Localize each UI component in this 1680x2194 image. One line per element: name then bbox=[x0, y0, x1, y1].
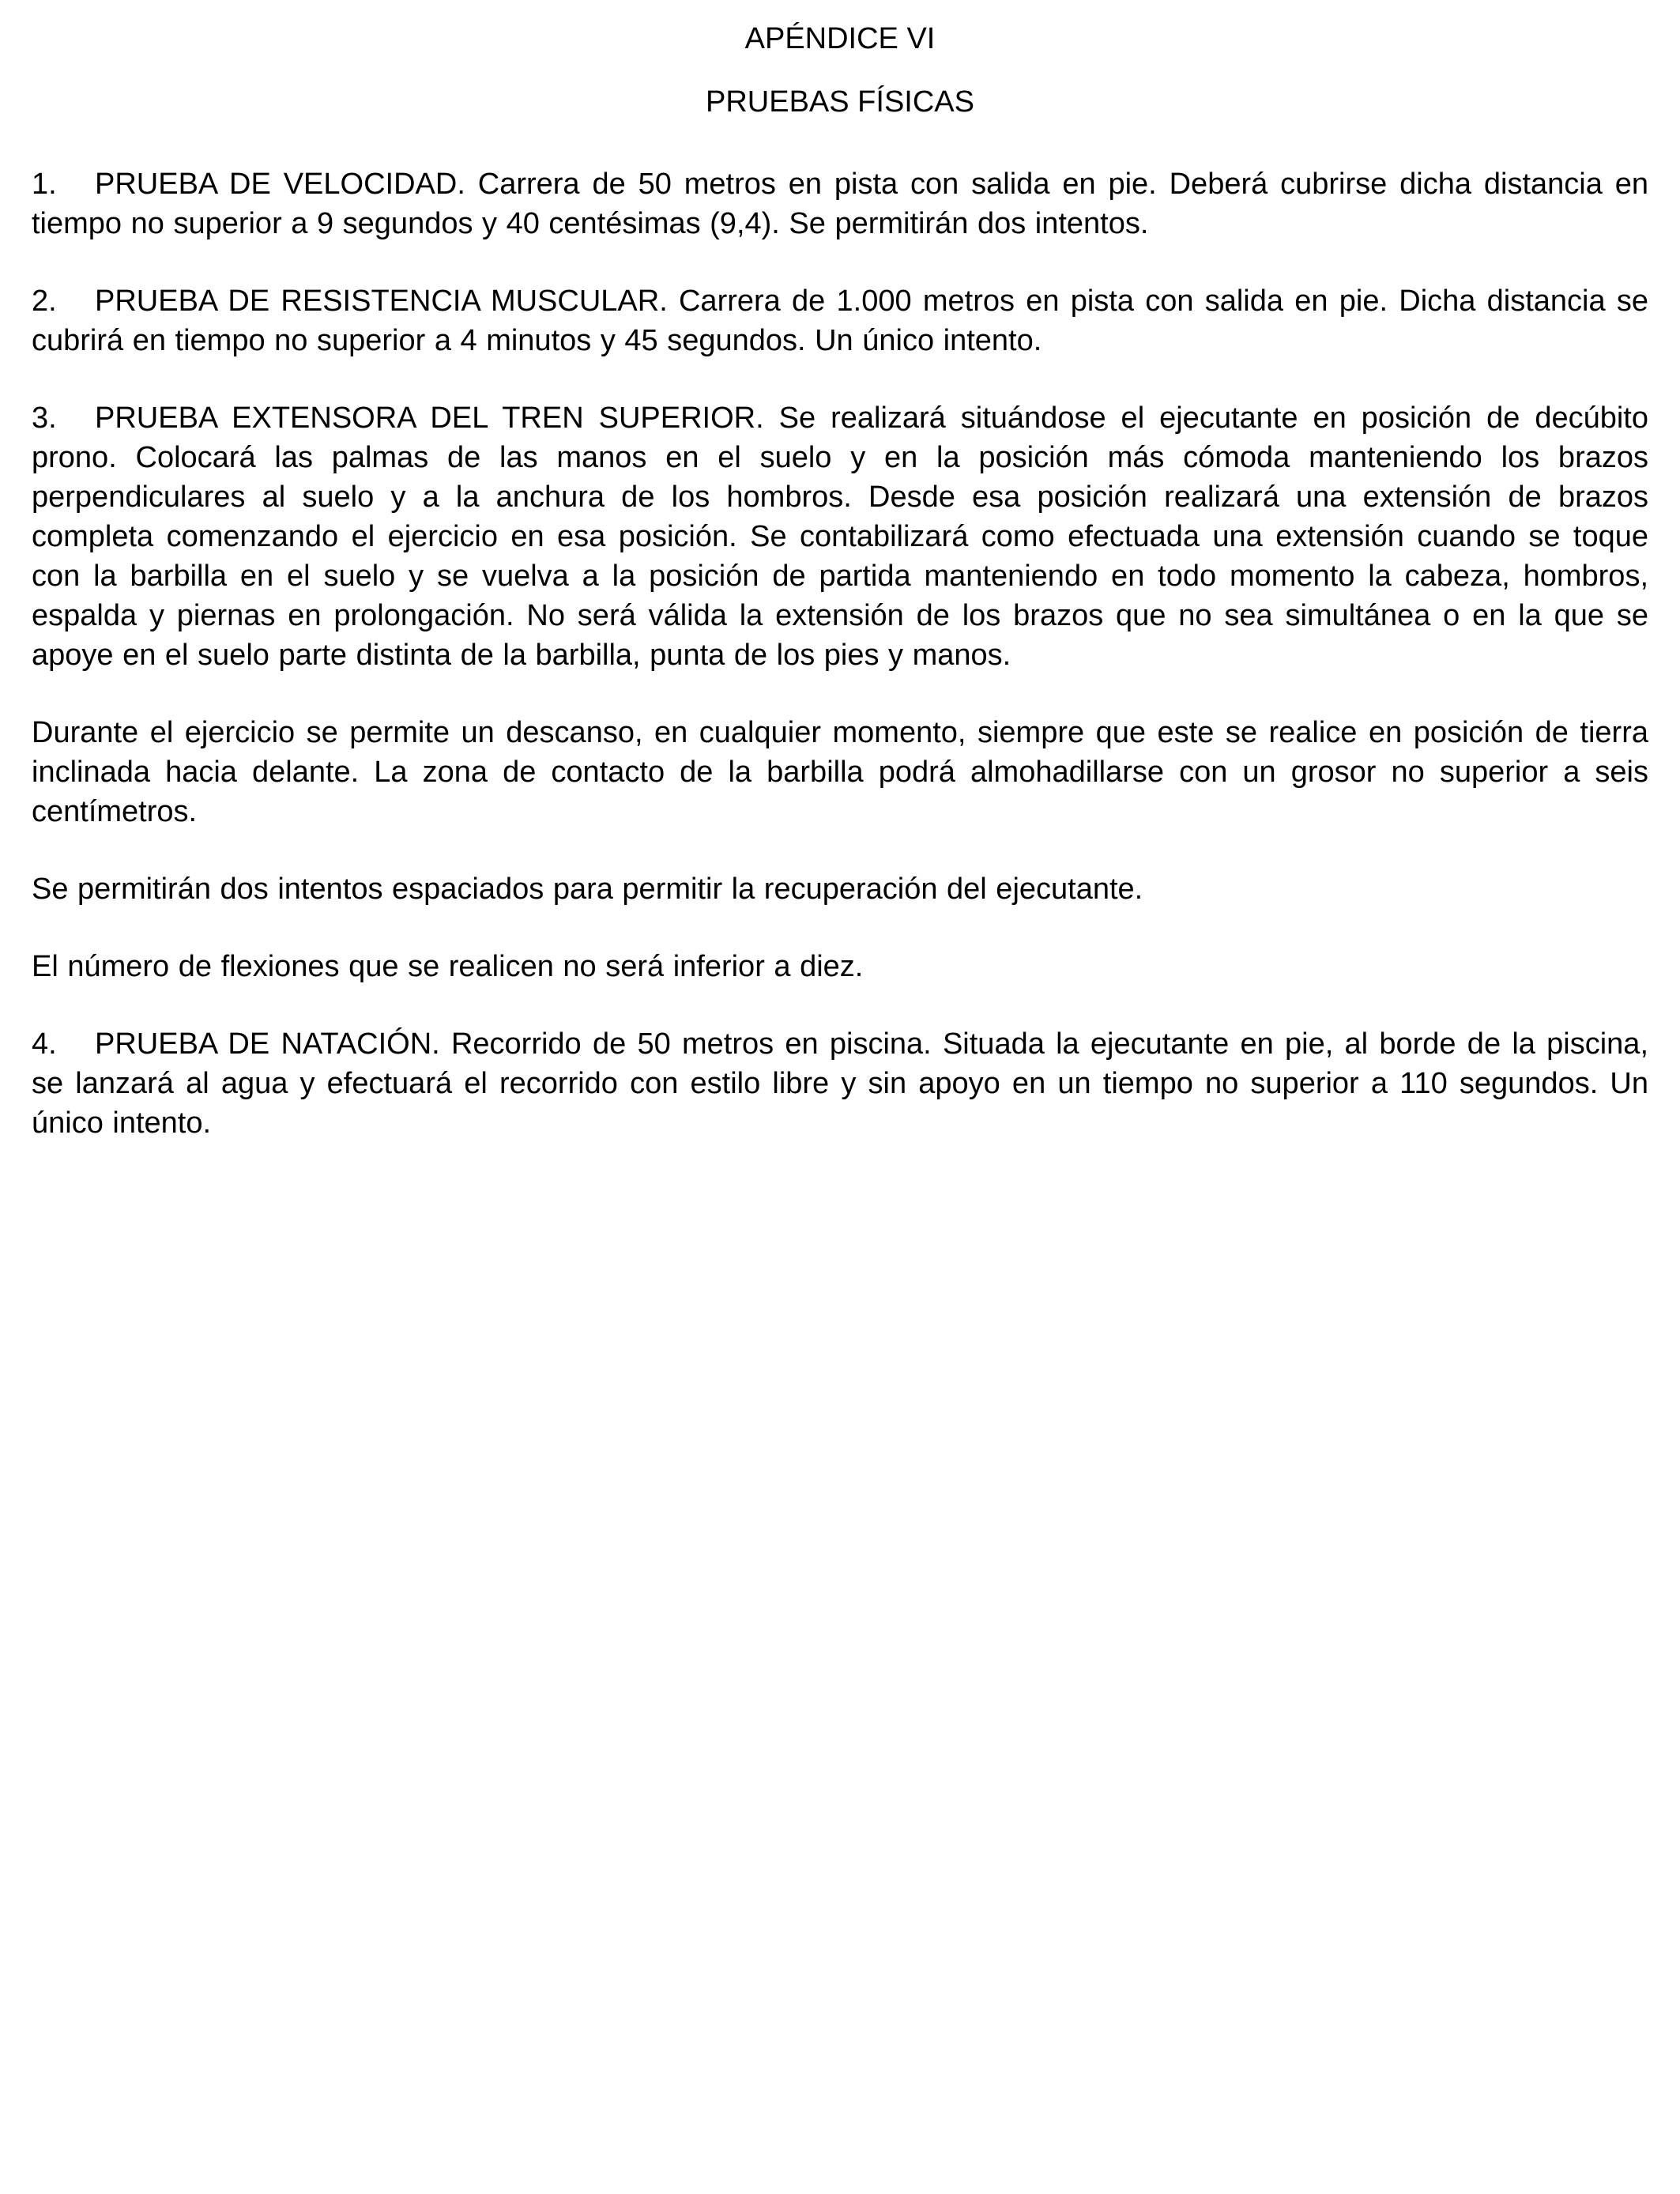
paragraph-resistencia-number: 2. bbox=[32, 285, 57, 318]
doc-title: APÉNDICE VI bbox=[744, 22, 936, 55]
paragraph-extensora bbox=[32, 398, 1648, 675]
paragraph-flexiones bbox=[32, 947, 1648, 986]
paragraph-descanso-text: Durante el ejercicio se permite un descanso, en cualquier momento, siempre que este se realice en posición de tierra inclinada hacia delante. La zona de contacto de la barbilla podrá almohadillarse con un grosor no superior a seis centímetros. bbox=[32, 716, 1648, 828]
paragraph-extensora-number: 3. bbox=[32, 401, 57, 435]
paragraph-resistencia bbox=[32, 281, 1648, 360]
doc-body bbox=[32, 164, 1648, 1143]
paragraph-natacion-number: 4. bbox=[32, 1027, 57, 1061]
paragraph-resistencia-text: PRUEBA DE RESISTENCIA MUSCULAR. Carrera de 1.000 metros en pista con salida en pie. Dicha distancia se cubrirá en tiempo no superior a 4 minutos y 45 segundos. Un único intento. bbox=[32, 285, 1648, 357]
doc-subtitle: PRUEBAS FÍSICAS bbox=[706, 85, 974, 119]
paragraph-velocidad-number: 1. bbox=[32, 168, 57, 201]
paragraph-descanso bbox=[32, 713, 1648, 831]
paragraph-velocidad-text: PRUEBA DE VELOCIDAD. Carrera de 50 metros en pista con salida en pie. Deberá cubrirse dicha distancia en tiempo no superior a 9 segundos y 40 centésimas (9,4). Se permitirán dos intentos. bbox=[32, 168, 1648, 240]
paragraph-extensora-text: PRUEBA EXTENSORA DEL TREN SUPERIOR. Se realizará situándose el ejecutante en posición de decúbito prono. Colocará las palmas de las manos en el suelo y en la posición más cómoda manteniendo los brazos perpendiculares al suelo y a la anchura de los hombros. Desde esa posición realizará una extensión de brazos completa comenzando el ejercicio en esa posición. Se contabilizará como efectuada una extensión cuando se toque con la barbilla en el suelo y se vuelva a la posición de partida manteniendo en todo momento la cabeza, hombros, espalda y piernas en prolongación. No será válida la extensión de los brazos que no sea simultánea o en la que se apoye en el suelo parte distinta de la barbilla, punta de los pies y manos. bbox=[32, 401, 1648, 672]
paragraph-natacion-text: PRUEBA DE NATACIÓN. Recorrido de 50 metros en piscina. Situada la ejecutante en pie, al borde de la piscina, se lanzará al agua y efectuará el recorrido con estilo libre y sin apoyo en un tiempo no superior a 110 segundos. Un único intento. bbox=[32, 1027, 1648, 1140]
paragraph-intentos bbox=[32, 869, 1648, 909]
paragraph-natacion bbox=[32, 1024, 1648, 1143]
paragraph-intentos-text: Se permitirán dos intentos espaciados para permitir la recuperación del ejecutante. bbox=[32, 873, 1143, 906]
paragraph-velocidad bbox=[32, 164, 1648, 243]
paragraph-flexiones-text: El número de flexiones que se realicen no será inferior a diez. bbox=[32, 950, 864, 983]
